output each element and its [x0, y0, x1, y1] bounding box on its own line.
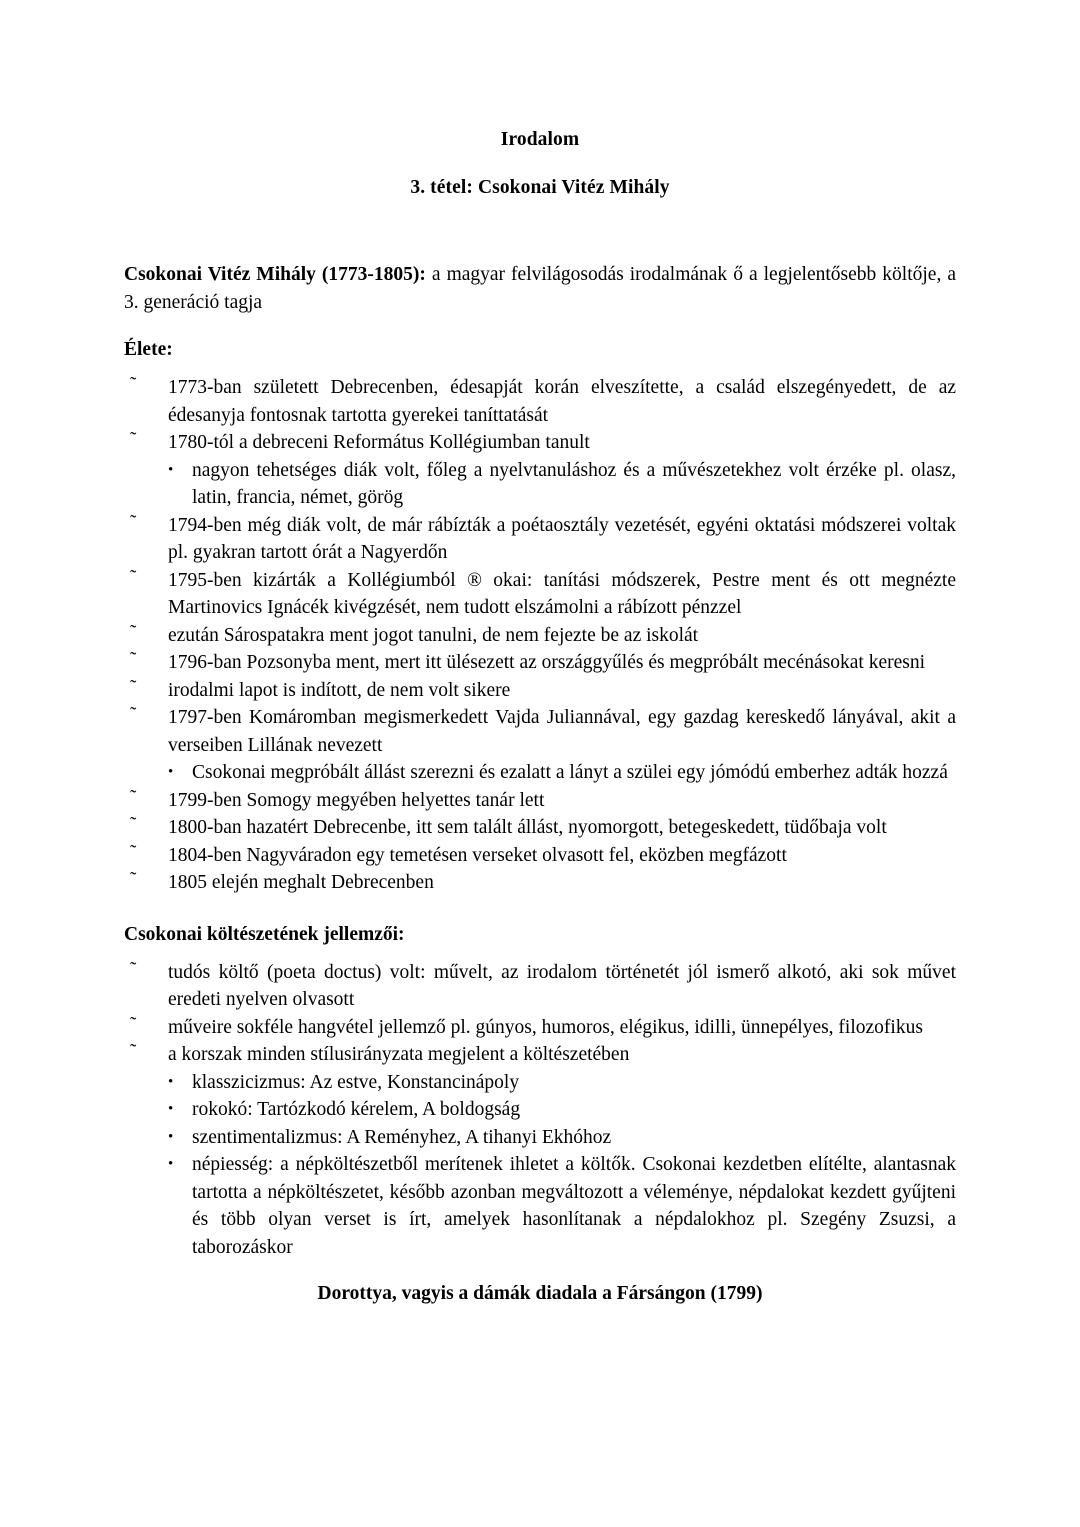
tilde-bullet-icon: ˜	[130, 649, 137, 670]
life-list-subitem-text: nagyon tehetséges diák volt, főleg a nyelvtanuláshoz és a művészetekhez volt érzéke pl. olasz, latin, francia, német, görög	[192, 459, 956, 508]
life-list-item-text: 1804-ben Nagyváradon egy temetésen verseket olvasott fel, eközben megfázott	[168, 844, 787, 866]
life-list-sublist	[168, 457, 956, 512]
tilde-bullet-icon: ˜	[130, 814, 137, 835]
tilde-bullet-icon: ˜	[130, 676, 137, 698]
tilde-bullet-icon: ˜	[130, 566, 137, 588]
life-list-item	[124, 649, 956, 677]
life-list-item	[124, 869, 956, 897]
poetry-list-item	[124, 1041, 956, 1261]
life-list-item-text: 1799-ben Somogy megyében helyettes tanár lett	[168, 789, 545, 811]
poetry-list-subitem	[168, 1151, 956, 1261]
life-list-item-text: 1773-ban született Debrecenben, édesapját korán elveszítette, a család elszegényedett, de az édesanyja fontosnak tartotta gyerekei taníttatását	[168, 377, 956, 426]
round-bullet-icon: •	[168, 1101, 174, 1117]
life-list-item	[124, 622, 956, 650]
poetry-list-item	[124, 1014, 956, 1042]
life-list-item-text: 1794-ben még diák volt, de már rábízták a poétaosztály vezetését, egyéni oktatási módszerei voltak pl. gyakran tartott órát a Nagyerdőn	[168, 514, 956, 563]
life-list	[124, 363, 956, 897]
tilde-bullet-icon: ˜	[130, 1041, 137, 1062]
life-list-item-text: irodalmi lapot is indított, de nem volt sikere	[168, 679, 511, 701]
tilde-bullet-icon: ˜	[130, 841, 137, 863]
tilde-bullet-icon: ˜	[130, 958, 137, 980]
life-list-subitem-text: Csokonai megpróbált állást szerezni és ezalatt a lányt a szülei egy jómódú emberhez adták hozzá	[192, 762, 948, 783]
life-list-item	[124, 512, 956, 567]
poetry-list-subitem	[168, 1096, 956, 1124]
poetry-list-subitem-text: klasszicizmus: Az estve, Konstancinápoly	[192, 1071, 520, 1093]
closing-heading: Dorottya, vagyis a dámák diadala a Fársángon (1799)	[317, 1283, 763, 1304]
life-list-sublist	[168, 759, 956, 787]
document-content	[124, 0, 956, 1307]
tilde-bullet-icon: ˜	[130, 621, 137, 643]
tilde-bullet-icon: ˜	[130, 869, 137, 890]
poetry-list-subitem-text: szentimentalizmus: A Reményhez, A tihanyi Ekhóhoz	[192, 1126, 612, 1148]
poetry-list-item-text: tudós költő (poeta doctus) volt: művelt, az irodalom történetét jól ismerő alkotó, aki sok művet eredeti nyelven olvasott	[168, 961, 956, 1010]
tilde-bullet-icon: ˜	[130, 429, 137, 450]
poetry-list-item-text: a korszak minden stílusirányzata megjelent a költészetében	[168, 1044, 630, 1065]
poetry-list-item-text: műveire sokféle hangvétel jellemző pl. gúnyos, humoros, elégikus, idilli, ünnepélyes, filozofikus	[168, 1016, 923, 1038]
poetry-list-sublist	[168, 1069, 956, 1262]
intro-bold-label: Csokonai Vitéz Mihály (1773-1805):	[124, 264, 426, 285]
life-list-item-text: 1797-ben Komáromban megismerkedett Vajda Juliannával, egy gazdag kereskedő lányával, akit a verseiben Lillának nevezett	[168, 707, 956, 756]
section-heading-poetry: Csokonai költészetének jellemzői:	[124, 923, 405, 945]
life-list-item-text: 1805 elején meghalt Debrecenben	[168, 872, 434, 893]
life-list-item	[124, 363, 956, 429]
intro-paragraph	[124, 201, 956, 316]
life-list-item	[124, 677, 956, 705]
tilde-bullet-icon: ˜	[130, 1013, 137, 1035]
life-list-item	[124, 567, 956, 622]
life-list-item	[124, 787, 956, 815]
round-bullet-icon: •	[168, 461, 174, 478]
poetry-list-item	[124, 948, 956, 1014]
life-list-item	[124, 704, 956, 787]
page-title: Irodalom	[500, 129, 580, 150]
intro-text: a magyar felvilágosodás irodalmának ő a legjelentősebb költője, a 3. generáció tagja	[124, 264, 956, 313]
round-bullet-icon: •	[168, 1128, 174, 1145]
poetry-list-subitem	[168, 1124, 956, 1152]
life-list-item-text: 1795-ben kizárták a Kollégiumból ® okai: tanítási módszerek, Pestre ment és ott megnézte Martinovics Ignácék kivégzését, nem tudott elszámolni a rábízott pénzzel	[168, 569, 956, 618]
life-list-item-text: 1780-tól a debreceni Református Kollégiumban tanult	[168, 432, 590, 453]
poetry-list-subitem-text: rokokó: Tartózkodó kérelem, A boldogság	[192, 1099, 521, 1120]
life-list-item-text: 1800-ban hazatért Debrecenbe, itt sem talált állást, nyomorgott, betegeskedett, tüdőbaja volt	[168, 817, 887, 838]
round-bullet-icon: •	[168, 764, 174, 780]
page-subtitle: 3. tétel: Csokonai Vitéz Mihály	[410, 177, 670, 198]
poetry-list-subitem-text: népiesség: a népköltészetből merítenek ihletet a költők. Csokonai kezdetben elítélte, alantasnak tartotta a népköltészetet, később azonban megváltozott a véleménye, népdalokat kezdett gyűjteni és több olyan verset is írt, amelyek hasonlítanak a népdalokhoz pl. Szegény Zsuzsi, a taborozáskor	[192, 1154, 956, 1258]
round-bullet-icon: •	[168, 1156, 174, 1172]
tilde-bullet-icon: ˜	[130, 786, 137, 808]
life-list-subitem	[168, 759, 956, 787]
poetry-list	[124, 948, 956, 1262]
poetry-list-subitem	[168, 1069, 956, 1097]
section-heading-life: Élete:	[124, 339, 173, 360]
life-list-item	[124, 842, 956, 870]
life-list-subitem	[168, 457, 956, 512]
life-list-item-text: 1796-ban Pozsonyba ment, mert itt ülésezett az országgyűlés és megpróbált mecénásokat keresni	[168, 652, 926, 673]
life-list-item-text: ezután Sárospatakra ment jogot tanulni, de nem fejezte be az iskolát	[168, 624, 699, 646]
tilde-bullet-icon: ˜	[130, 704, 137, 725]
round-bullet-icon: •	[168, 1073, 174, 1090]
life-list-item	[124, 814, 956, 842]
tilde-bullet-icon: ˜	[130, 374, 137, 395]
life-list-item	[124, 429, 956, 512]
tilde-bullet-icon: ˜	[130, 511, 137, 533]
